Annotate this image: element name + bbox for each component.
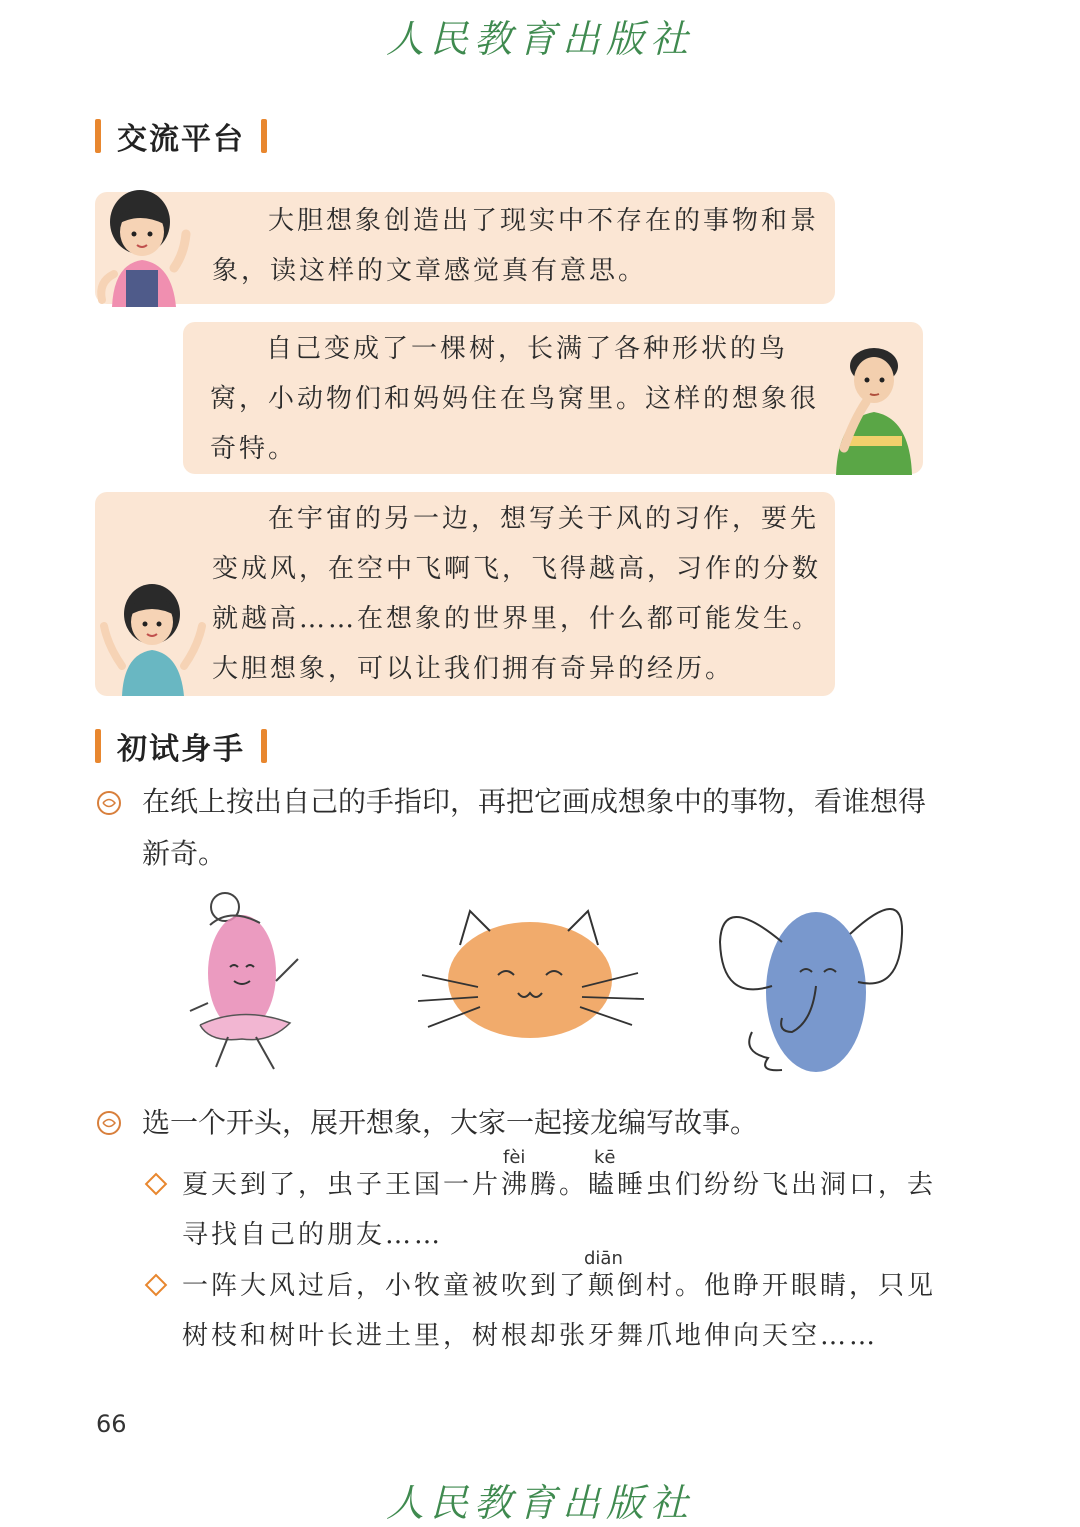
bubble-1-text: 大胆想象创造出了现实中不存在的事物和景象，读这样的文章感觉真有意思。 bbox=[212, 206, 820, 286]
fingerprint-elephant-drawing bbox=[712, 882, 912, 1077]
diamond-bullet-icon bbox=[145, 1274, 168, 1297]
page-number: 66 bbox=[96, 1410, 127, 1438]
section-title-text: 初试身手 bbox=[117, 732, 245, 767]
bubble-2-text: 自己变成了一棵树，长满了各种形状的鸟窝，小动物们和妈妈住在鸟窝里。这样的想象很奇特。 bbox=[210, 334, 820, 464]
diamond-bullet-icon bbox=[145, 1173, 168, 1196]
section-title-exchange bbox=[95, 116, 267, 156]
pinyin-fei: fèi bbox=[503, 1147, 526, 1168]
section-title-text: 交流平台 bbox=[117, 122, 245, 157]
girl-illustration-1 bbox=[88, 182, 203, 307]
task-1-text: 在纸上按出自己的手指印，再把它画成想象中的事物，看谁想得新奇。 bbox=[142, 785, 927, 870]
pinyin-ke: kē bbox=[594, 1147, 616, 1168]
task-bullet-icon bbox=[96, 1110, 122, 1136]
title-bar-left bbox=[95, 119, 101, 153]
publisher-watermark-bottom: 人民教育出版社 bbox=[385, 1481, 694, 1525]
title-bar-right bbox=[261, 729, 267, 763]
publisher-watermark-top: 人民教育出版社 bbox=[385, 17, 694, 61]
task-bullet-icon bbox=[96, 790, 122, 816]
girl-illustration-2 bbox=[96, 576, 211, 696]
task-2-text: 选一个开头，展开想象，大家一起接龙编写故事。 bbox=[142, 1106, 759, 1139]
fingerprint-cat-drawing bbox=[418, 905, 648, 1055]
fingerprint-girl-drawing bbox=[180, 885, 330, 1075]
section-title-practice bbox=[95, 726, 267, 766]
pinyin-dian: diān bbox=[584, 1248, 623, 1269]
title-bar-right bbox=[261, 119, 267, 153]
story-opening-2: 一阵大风过后，小牧童被吹到了颠倒村。他睁开眼睛，只见树枝和树叶长进土里，树根却张牙舞爪地伸向天空…… bbox=[182, 1271, 937, 1351]
story-opening-1: 夏天到了，虫子王国一片沸腾。瞌睡虫们纷纷飞出洞口，去寻找自己的朋友…… bbox=[182, 1170, 937, 1250]
title-bar-left bbox=[95, 729, 101, 763]
boy-illustration bbox=[826, 340, 918, 475]
bubble-3-text: 在宇宙的另一边，想写关于风的习作，要先变成风，在空中飞啊飞，飞得越高，习作的分数就越高……在想象的世界里，什么都可能发生。大胆想象，可以让我们拥有奇异的经历。 bbox=[212, 504, 822, 684]
